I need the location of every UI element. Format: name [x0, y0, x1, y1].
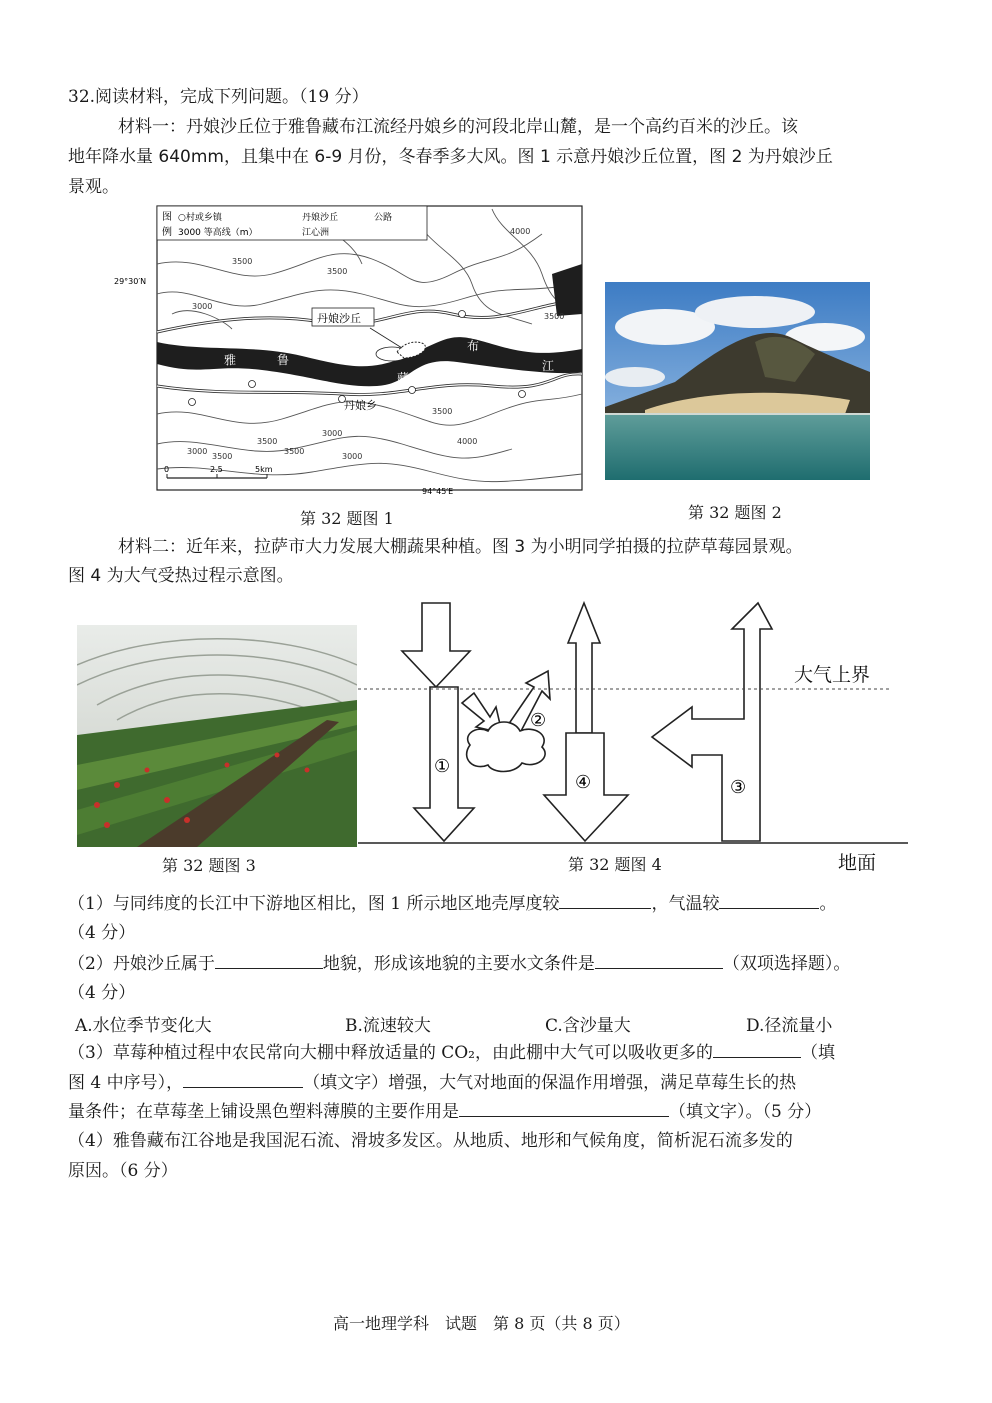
q2-mid: 地貌，形成该地貌的主要水文条件是: [322, 954, 595, 974]
legend-village: ○村或乡镇: [178, 213, 222, 223]
scale-label: 2.5: [210, 465, 223, 474]
option-c[interactable]: C.含沙量大: [545, 1016, 631, 1036]
material2-line1: 材料二：近年来，拉萨市大力发展大棚蔬果种植。图 3 为小明同学拍摄的拉萨草莓园景观。: [118, 537, 803, 557]
question-header: 32.阅读材料，完成下列问题。（19 分）: [68, 87, 369, 107]
q2-text: （2）丹娘沙丘属于: [68, 954, 215, 974]
contour-label: 3000: [187, 447, 208, 456]
q1-line: [68, 892, 836, 915]
contour-label: 3500: [544, 312, 565, 321]
q2-end: （双项选择题）。: [722, 954, 851, 974]
ground-label: 地面: [838, 852, 877, 874]
arrow-up-left: [568, 603, 600, 733]
q2-score: （4 分）: [68, 983, 136, 1003]
legend-title-2: 例: [162, 227, 172, 238]
material1-line3: 景观。: [68, 177, 119, 197]
q1-mid: ，气温较: [651, 894, 720, 914]
figure4-diagram: [358, 595, 918, 880]
q1-score: （4 分）: [68, 923, 136, 943]
legend-title: 图: [162, 212, 172, 223]
contour-label: 3500: [327, 267, 348, 276]
q3-text-2b: （填文字）增强，大气对地面的保温作用增强，满足草莓生长的热: [303, 1073, 797, 1093]
river-char-3: 藏: [397, 371, 410, 385]
river-char-5: 江: [542, 359, 555, 373]
material1-line1: 材料一：丹娘沙丘位于雅鲁藏布江流经丹娘乡的河段北岸山麓，是一个高约百米的沙丘。该: [118, 117, 798, 137]
lon-label: 94°45′E: [422, 487, 454, 496]
marker-1: ①: [434, 756, 451, 777]
contour-label: 4000: [510, 227, 531, 236]
contour-label: 3000: [342, 452, 363, 461]
q3-line1: [68, 1041, 835, 1064]
figure2-caption: 第 32 题图 2: [688, 503, 782, 522]
legend-dune: 丹娘沙丘: [302, 213, 339, 223]
river-char-1: 雅: [224, 353, 237, 367]
q3-blank-1[interactable]: [713, 1041, 801, 1058]
q2-blank-2[interactable]: [595, 952, 723, 969]
q3-text-2a: 图 4 中序号），: [68, 1073, 184, 1093]
material1-line2: 地年降水量 640mm，且集中在 6-9 月份，冬春季多大风。图 1 示意丹娘沙丘位置，图 2 为丹娘沙丘: [68, 147, 833, 167]
legend-road: 公路: [374, 213, 393, 223]
material2-line2: 图 4 为大气受热过程示意图。: [68, 566, 294, 586]
q4-line2: 原因。（6 分）: [68, 1161, 178, 1181]
q3-blank-2[interactable]: [183, 1071, 303, 1088]
river-char-2: 鲁: [277, 353, 290, 367]
q1-end: 。: [819, 894, 837, 914]
q3-text-1a: （3）草莓种植过程中农民常向大棚中释放适量的 CO₂，由此棚中大气可以吸收更多的: [68, 1043, 713, 1063]
option-a[interactable]: A.水位季节变化大: [75, 1016, 212, 1036]
figure4-caption: 第 32 题图 4: [568, 855, 662, 874]
q3-blank-3[interactable]: [459, 1100, 669, 1117]
dune-label: 丹娘沙丘: [317, 312, 361, 325]
legend-island: 江心洲: [302, 228, 330, 238]
figure1-caption: 第 32 题图 1: [300, 509, 394, 528]
lat-label: 29°30′N: [114, 277, 147, 286]
contour-label: 3500: [257, 437, 278, 446]
contour-label: 3000: [322, 429, 343, 438]
page-footer: 高一地理学科 试题 第 8 页（共 8 页）: [333, 1314, 630, 1333]
atmosphere-top-label: 大气上界: [794, 664, 871, 686]
option-d[interactable]: D.径流量小: [746, 1016, 833, 1036]
q1-blank-1[interactable]: [559, 892, 651, 909]
scale-label: 5km: [255, 465, 273, 474]
q3-text-3a: 量条件；在草莓垄上铺设黑色塑料薄膜的主要作用是: [68, 1102, 459, 1122]
contour-label: 3500: [432, 407, 453, 416]
solar-incoming-arrow: [402, 603, 470, 687]
contour-label: 3500: [232, 257, 253, 266]
contour-label: 4000: [457, 437, 478, 446]
figure3-caption: 第 32 题图 3: [162, 856, 256, 875]
marker-2: ②: [530, 710, 547, 731]
option-b[interactable]: B.流速较大: [345, 1016, 431, 1036]
q1-text: （1）与同纬度的长江中下游地区相比，图 1 所示地区地壳厚度较: [68, 894, 560, 914]
legend-contour: 3000 等高线（m）: [178, 228, 258, 238]
q3-text-3b: （填文字）。（5 分）: [669, 1102, 822, 1122]
contour-label: 3000: [192, 302, 213, 311]
arrow-3: [652, 603, 772, 841]
figure1-map: [112, 204, 587, 496]
figure2-photo: [605, 282, 870, 480]
q3-line3: [68, 1100, 821, 1123]
marker-3: ③: [730, 777, 747, 798]
q2-line: [68, 952, 850, 975]
figure3-photo: [77, 625, 357, 847]
town-label: 丹娘乡: [344, 399, 377, 412]
q2-blank-1[interactable]: [215, 952, 323, 969]
contour-label: 3500: [212, 452, 233, 461]
q3-text-1b: （填: [800, 1043, 835, 1063]
river-char-4: 布: [467, 339, 480, 353]
q3-line2: [68, 1071, 796, 1094]
q1-blank-2[interactable]: [719, 892, 819, 909]
contour-label: 3500: [284, 447, 305, 456]
q4-line1: （4）雅鲁藏布江谷地是我国泥石流、滑坡多发区。从地质、地形和气候角度，简析泥石流多发的: [68, 1131, 793, 1151]
scale-label: 0: [164, 465, 170, 474]
marker-4: ④: [575, 772, 592, 793]
